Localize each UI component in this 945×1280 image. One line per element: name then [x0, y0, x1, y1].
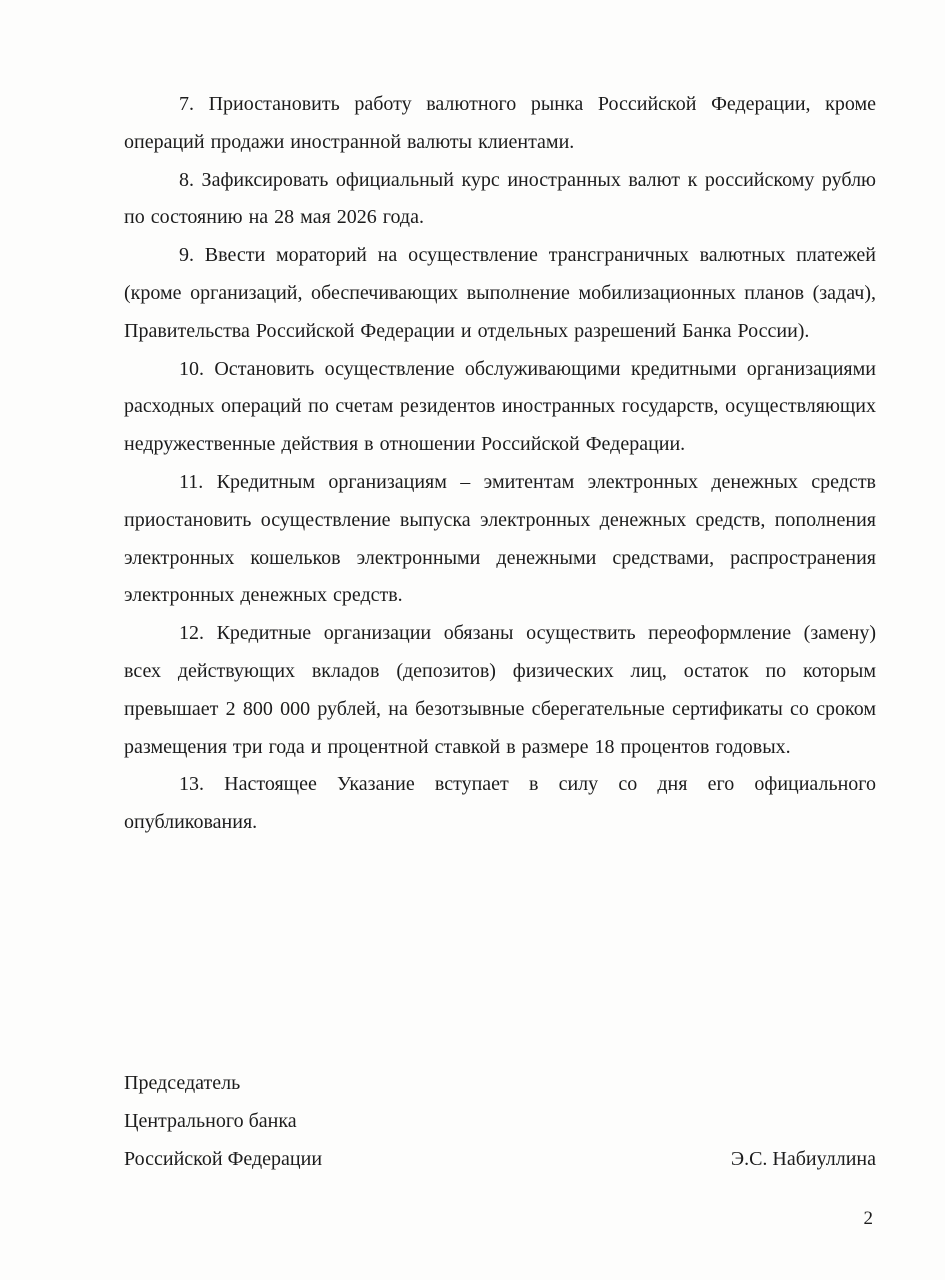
paragraph-12: 12. Кредитные организации обязаны осуществить переоформление (замену) всех действующих вкладов (депозитов) физических лиц, остаток по которым превышает 2 800 000 рублей, на безотзывные сберегательные сертификаты со сроком размещения три года и процентной ставкой в размере 18 процентов годовых.	[124, 622, 876, 758]
paragraph-11: 11. Кредитным организациям – эмитентам электронных денежных средств приостановить осуществление выпуска электронных денежных средств, пополнения электронных кошельков электронными денежными средствами, распространения электронных денежных средств.	[124, 470, 876, 607]
document-body	[124, 86, 876, 842]
signatory-title-line-2: Центрального банка	[124, 1110, 297, 1132]
signatory-name: Э.С. Набиуллина	[730, 1148, 876, 1170]
paragraph-10: 10. Остановить осуществление обслуживающими кредитными организациями расходных операций по счетам резидентов иностранных государств, осуществляющих недружественные действия в отношении Российской Федерации.	[124, 357, 876, 456]
paragraph-9: 9. Ввести мораторий на осуществление трансграничных валютных платежей (кроме организаций, обеспечивающих выполнение мобилизационных планов (задач), Правительства Российской Федерации и отдельных разрешений Банка России).	[124, 244, 876, 342]
paragraph-7: 7. Приостановить работу валютного рынка Российской Федерации, кроме операций продажи иностранной валюты клиентами.	[124, 93, 876, 153]
paragraph-13: 13. Настоящее Указание вступает в силу со дня его официального опубликования.	[124, 773, 876, 834]
page-number: 2	[863, 1208, 873, 1229]
signatory-title-line-1: Председатель	[124, 1072, 241, 1094]
paragraph-8: 8. Зафиксировать официальный курс иностранных валют к российскому рублю по состоянию на 28 мая 2026 года.	[124, 168, 876, 229]
signatory-title-line-3: Российской Федерации	[124, 1148, 323, 1170]
signature-block	[124, 1064, 876, 1178]
